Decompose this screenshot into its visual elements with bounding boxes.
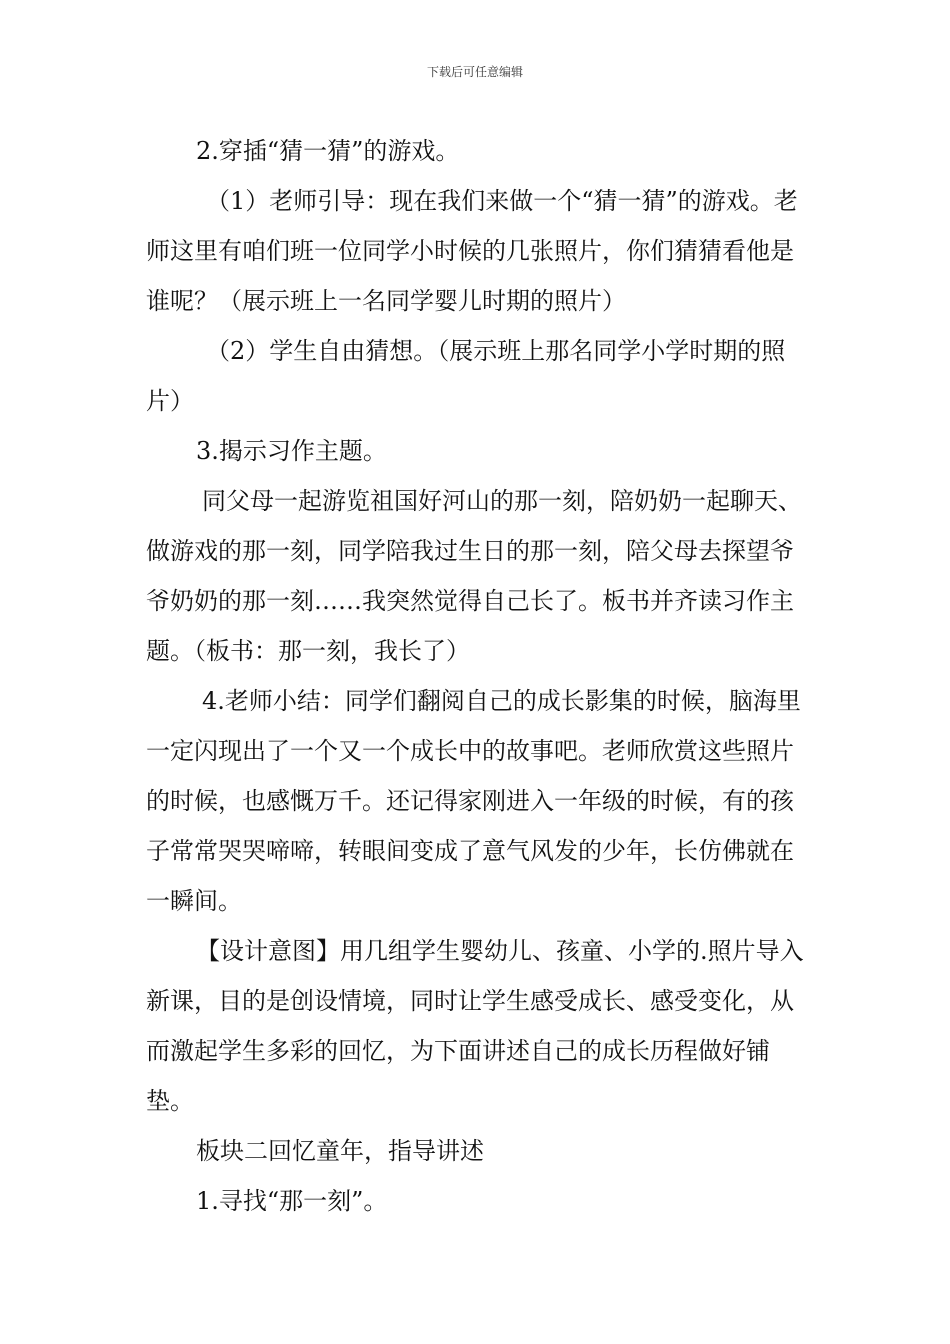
- paragraph: 2.穿插“猜一猜”的游戏。: [196, 137, 460, 165]
- paragraph: （2）学生自由猜想。（展示班上那名同学小学时期的照片）: [146, 337, 786, 415]
- paragraph: 【设计意图】用几组学生婴幼儿、孩童、小学的.照片导入新课，目的是创设情境，同时让学生感受成长、感受变化，从而激起学生多彩的回忆，为下面讲述自己的成长历程做好铺垫。: [146, 937, 804, 1115]
- paragraph: 4.老师小结：同学们翻阅自己的成长影集的时候，脑海里一定闪现出了一个又一个成长中的故事吧。老师欣赏这些照片的时候，也感慨万千。还记得家刚进入一年级的时候，有的孩子常常哭哭啼啼，转眼间变成了意气风发的少年，长仿佛就在一瞬间。: [146, 687, 801, 915]
- paragraph: 板块二回忆童年，指导讲述: [196, 1137, 484, 1165]
- document-body: [146, 126, 811, 1226]
- paragraph: 3.揭示习作主题。: [196, 437, 387, 465]
- paragraph: （1）老师引导：现在我们来做一个“猜一猜”的游戏。老师这里有咱们班一位同学小时候的几张照片，你们猜猜看他是谁呢？（展示班上一名同学婴儿时期的照片）: [146, 187, 798, 315]
- page-header: 下载后可任意编辑: [426, 65, 523, 79]
- paragraph: 同父母一起游览祖国好河山的那一刻，陪奶奶一起聊天、做游戏的那一刻，同学陪我过生日的那一刻，陪父母去探望爷爷奶奶的那一刻……我突然觉得自己长了。板书并齐读习作主题。（板书：那一刻，我长了）: [146, 487, 802, 665]
- paragraph: 1.寻找“那一刻”。: [196, 1187, 388, 1215]
